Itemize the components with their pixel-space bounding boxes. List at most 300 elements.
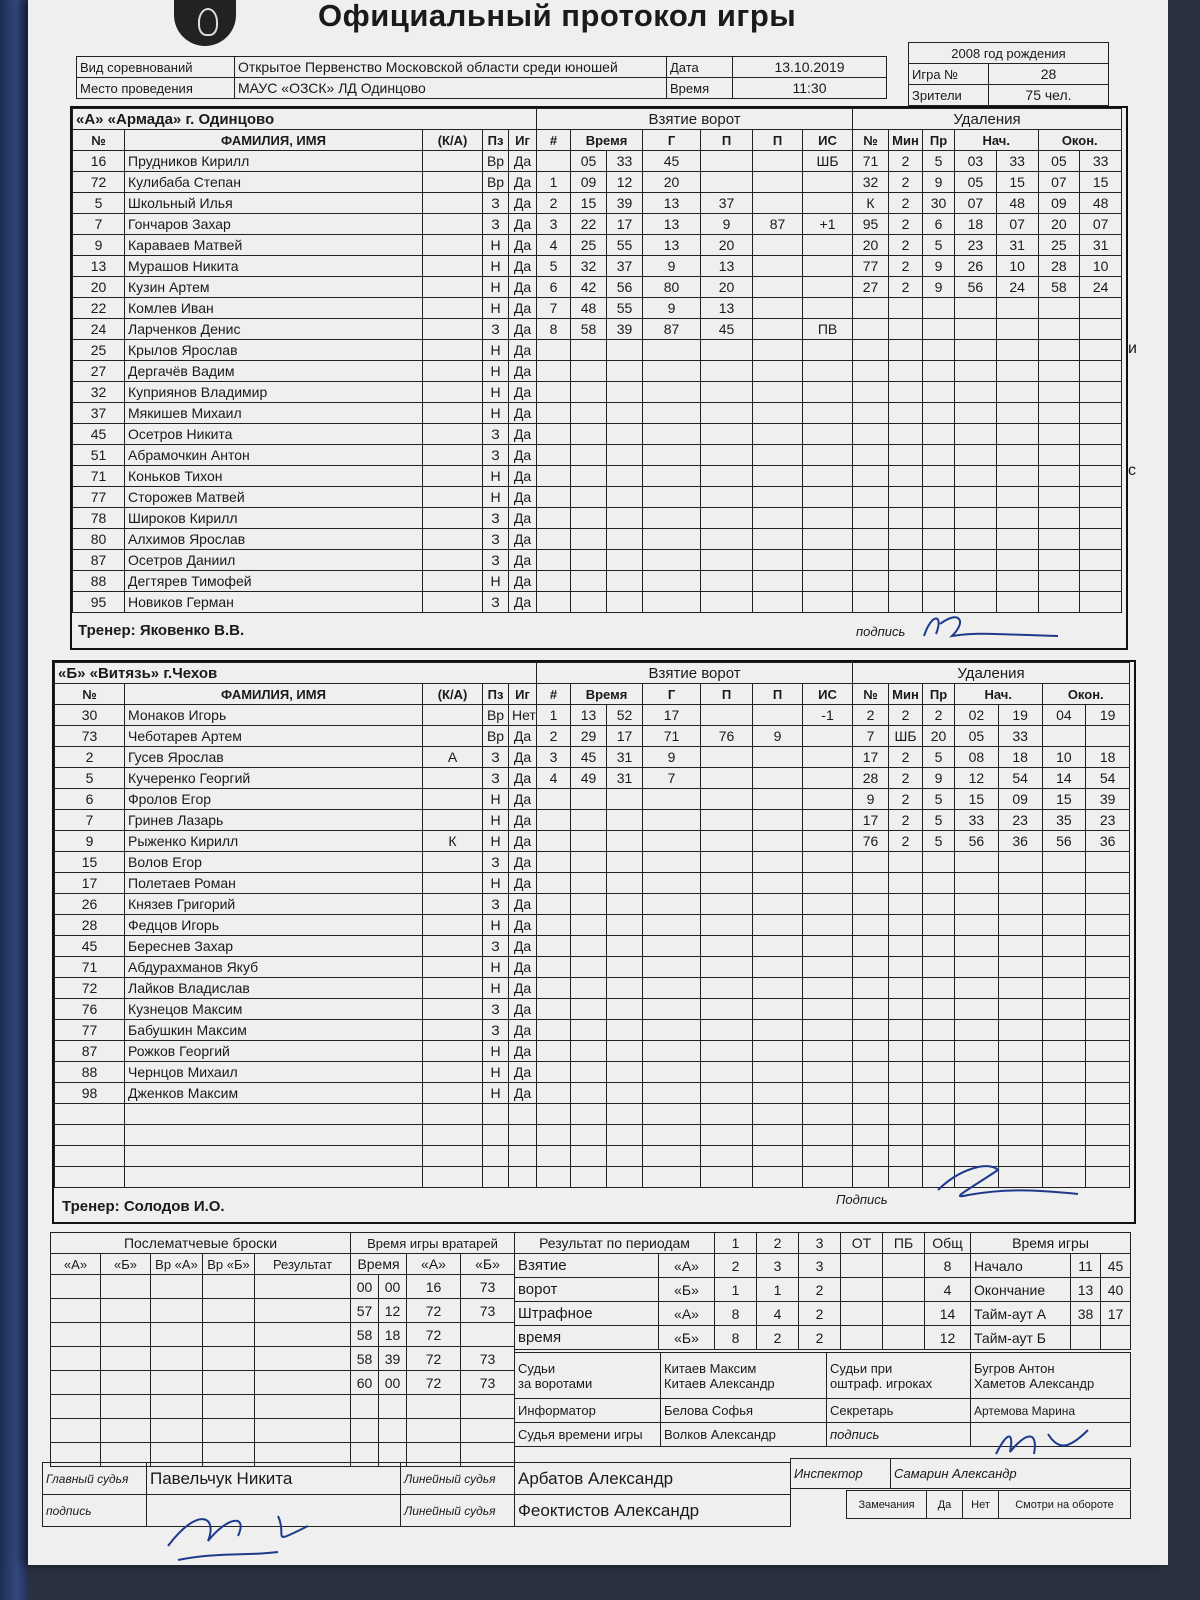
table-row	[55, 747, 537, 768]
goalie-time-table	[350, 1232, 515, 1467]
goal-row	[537, 1104, 853, 1125]
goal-row	[537, 831, 853, 852]
pen-start-sec: 18	[998, 747, 1042, 768]
player-no: 22	[73, 298, 125, 319]
gk-col-time: Время	[351, 1254, 407, 1275]
player-ka	[423, 999, 483, 1020]
goal-assist-2	[753, 747, 803, 768]
pen-end-min: 05	[1038, 151, 1080, 172]
informer: Белова Софья	[661, 1399, 827, 1423]
goal-row	[537, 256, 853, 277]
period-value: 1	[757, 1278, 799, 1302]
goal-scorer: 87	[643, 319, 701, 340]
player-ka	[423, 957, 483, 978]
pen-minutes: 2	[889, 172, 923, 193]
goal-row	[537, 1167, 853, 1188]
goal-row	[537, 319, 853, 340]
goal-row	[537, 978, 853, 999]
gk-a: 72	[407, 1347, 461, 1371]
margin-letter: с	[1128, 462, 1136, 479]
game-time-table	[970, 1232, 1131, 1350]
col-pen-no: №	[853, 130, 889, 151]
game-time-sec: 45	[1101, 1254, 1131, 1278]
pen-end-sec: 18	[1086, 747, 1130, 768]
game-time-min: 38	[1071, 1302, 1101, 1326]
pen-player: 20	[853, 235, 889, 256]
goal-sec: 31	[607, 768, 643, 789]
player-position: Н	[483, 571, 509, 592]
table-row	[55, 999, 537, 1020]
table-row	[55, 705, 537, 726]
player-played: Да	[509, 810, 537, 831]
player-position: Н	[483, 978, 509, 999]
player-played: Да	[509, 592, 537, 613]
pen-player: 28	[853, 768, 889, 789]
penalty-row	[853, 340, 1122, 361]
goal-row	[537, 768, 853, 789]
period-value	[841, 1254, 883, 1278]
goal-row	[537, 445, 853, 466]
col-ka: (К/А)	[423, 684, 483, 705]
player-name: Чернцов Михаил	[125, 1062, 423, 1083]
col-pen-start: Нач.	[955, 130, 1039, 151]
goal-min: 15	[571, 193, 607, 214]
player-no: 51	[73, 445, 125, 466]
shootout-col: «Б»	[101, 1254, 151, 1275]
pen-player: К	[853, 193, 889, 214]
inspector-label: Инспектор	[791, 1459, 891, 1489]
period-value	[841, 1302, 883, 1326]
linesman-1: Арбатов Александр	[515, 1463, 791, 1495]
player-ka	[423, 789, 483, 810]
pen-reason: 30	[923, 193, 955, 214]
player-name: Гринев Лазарь	[125, 810, 423, 831]
chief-ref-signature-icon	[158, 1496, 358, 1566]
goal-min: 42	[571, 277, 607, 298]
player-position: Н	[483, 298, 509, 319]
player-played: Да	[509, 235, 537, 256]
col-situation: ИС	[803, 130, 853, 151]
penalty-row	[853, 768, 1130, 789]
shootout-col: «А»	[51, 1254, 101, 1275]
player-ka	[423, 277, 483, 298]
period-value	[883, 1326, 925, 1350]
shootout-table	[50, 1232, 351, 1467]
goal-situation	[803, 172, 853, 193]
pen-player: 27	[853, 277, 889, 298]
pen-start-sec: 10	[996, 256, 1038, 277]
player-name: Кузин Артем	[125, 277, 423, 298]
pen-start-sec: 23	[998, 810, 1042, 831]
player-name: Кучеренко Георгий	[125, 768, 423, 789]
penalty-row	[853, 151, 1122, 172]
goal-assist-2	[753, 172, 803, 193]
goal-no: 7	[537, 298, 571, 319]
player-played: Да	[509, 1020, 537, 1041]
goal-sec: 56	[607, 277, 643, 298]
period-value	[883, 1254, 925, 1278]
player-name: Коньков Тихон	[125, 466, 423, 487]
goal-scorer: 45	[643, 151, 701, 172]
penalty-row	[853, 550, 1122, 571]
player-played: Да	[509, 193, 537, 214]
pen-end-min: 56	[1042, 831, 1086, 852]
col-situation: ИС	[803, 684, 853, 705]
roster-table	[72, 108, 537, 613]
player-name: Широков Кирилл	[125, 508, 423, 529]
penalty-row	[853, 319, 1122, 340]
pen-end-min: 28	[1038, 256, 1080, 277]
pen-reason: 9	[923, 172, 955, 193]
table-row	[55, 1083, 537, 1104]
player-ka	[423, 1020, 483, 1041]
penalty-row	[853, 445, 1122, 466]
player-no: 2	[55, 747, 125, 768]
pen-reason: 9	[923, 256, 955, 277]
game-no-label: Игра №	[909, 64, 989, 85]
goal-assist-1: 20	[701, 235, 753, 256]
player-position: Н	[483, 466, 509, 487]
penalty-row	[853, 424, 1122, 445]
player-no: 45	[55, 936, 125, 957]
pen-end-sec: 54	[1086, 768, 1130, 789]
period-team: «А»	[659, 1254, 715, 1278]
goal-sec: 17	[607, 214, 643, 235]
player-ka	[423, 726, 483, 747]
penalty-row	[853, 1104, 1130, 1125]
period-value: 2	[757, 1326, 799, 1350]
pen-reason: 20	[923, 726, 955, 747]
pen-reason: 9	[923, 768, 955, 789]
goal-no: 6	[537, 277, 571, 298]
player-no: 24	[73, 319, 125, 340]
table-row	[73, 235, 537, 256]
goal-row	[537, 151, 853, 172]
penalty-judge-2: Хаметов Александр	[974, 1375, 1095, 1391]
player-no: 45	[73, 424, 125, 445]
period-col: Общ	[925, 1233, 971, 1254]
goal-min: 05	[571, 151, 607, 172]
player-played: Да	[509, 172, 537, 193]
game-time-sec	[1101, 1326, 1131, 1350]
gk-row	[351, 1347, 515, 1371]
goal-situation	[803, 768, 853, 789]
goal-assist-1: 13	[701, 298, 753, 319]
penalty-row	[853, 172, 1122, 193]
gk-a: 72	[407, 1299, 461, 1323]
player-ka	[423, 571, 483, 592]
player-position: Н	[483, 873, 509, 894]
penalty-row	[853, 1041, 1130, 1062]
col-no: №	[73, 130, 125, 151]
goal-situation	[803, 193, 853, 214]
secretary-signature-icon	[988, 1420, 1108, 1460]
goal-min: 29	[571, 726, 607, 747]
player-ka	[423, 214, 483, 235]
col-pz: Пз	[483, 684, 509, 705]
page-title: Официальный протокол игры	[318, 0, 797, 33]
penalty-row	[853, 705, 1130, 726]
penalty-row	[853, 894, 1130, 915]
goal-scorer: 71	[643, 726, 701, 747]
pen-start-min: 23	[955, 235, 997, 256]
goal-row	[537, 936, 853, 957]
period-value	[883, 1302, 925, 1326]
game-time-label: Тайм-аут А	[971, 1302, 1071, 1326]
goal-judge-1: Китаев Максим	[664, 1360, 757, 1376]
player-name: Береснев Захар	[125, 936, 423, 957]
date-value: 13.10.2019	[733, 57, 887, 78]
player-name: Князев Григорий	[125, 894, 423, 915]
table-row	[73, 214, 537, 235]
pen-end-min: 58	[1038, 277, 1080, 298]
goal-row	[537, 1020, 853, 1041]
player-played: Да	[509, 256, 537, 277]
remarks-see-back: Смотри на обороте	[999, 1491, 1131, 1519]
player-position: З	[483, 592, 509, 613]
gk-b: 73	[461, 1347, 515, 1371]
binder-edge	[0, 0, 28, 1600]
pen-end-sec: 48	[1080, 193, 1122, 214]
table-row	[55, 768, 537, 789]
pen-end-sec: 19	[1086, 705, 1130, 726]
player-ka	[423, 403, 483, 424]
gk-min: 58	[351, 1323, 379, 1347]
period-value: 3	[799, 1254, 841, 1278]
pen-end-sec: 23	[1086, 810, 1130, 831]
goal-row	[537, 1062, 853, 1083]
goal-row	[537, 529, 853, 550]
pen-start-sec: 33	[996, 151, 1038, 172]
gk-sec: 18	[379, 1323, 407, 1347]
goal-row	[537, 403, 853, 424]
pen-start-sec: 09	[998, 789, 1042, 810]
goal-row	[537, 894, 853, 915]
player-name: Гончаров Захар	[125, 214, 423, 235]
venue-label: Место проведения	[77, 78, 235, 99]
goal-row	[537, 1146, 853, 1167]
player-played: Да	[509, 382, 537, 403]
player-name: Прудников Кирилл	[125, 151, 423, 172]
player-no: 95	[73, 592, 125, 613]
goal-row	[537, 705, 853, 726]
player-position: Вр	[483, 726, 509, 747]
penalty-row	[853, 978, 1130, 999]
period-team: «Б»	[659, 1278, 715, 1302]
col-name: ФАМИЛИЯ, ИМЯ	[125, 684, 423, 705]
goal-row	[537, 193, 853, 214]
goal-row	[537, 235, 853, 256]
player-name: Мякишев Михаил	[125, 403, 423, 424]
player-ka	[423, 915, 483, 936]
pen-end-min: 20	[1038, 214, 1080, 235]
pen-start-min: 05	[955, 726, 999, 747]
player-no: 71	[73, 466, 125, 487]
game-time-sec: 17	[1101, 1302, 1131, 1326]
penalty-row	[853, 403, 1122, 424]
period-value	[841, 1326, 883, 1350]
goal-no: 3	[537, 747, 571, 768]
venue-value: МАУС «ОЗСК» ЛД Одинцово	[235, 78, 667, 99]
period-value: 2	[715, 1254, 757, 1278]
player-played: Да	[509, 340, 537, 361]
goal-situation: ШБ	[803, 151, 853, 172]
player-ka: К	[423, 831, 483, 852]
player-played: Да	[509, 747, 537, 768]
player-no: 77	[73, 487, 125, 508]
remarks-label: Замечания	[847, 1491, 927, 1519]
player-position: Н	[483, 361, 509, 382]
penalty-row	[853, 873, 1130, 894]
player-ka	[423, 550, 483, 571]
player-played: Да	[509, 445, 537, 466]
player-no: 37	[73, 403, 125, 424]
table-row	[73, 298, 537, 319]
player-no: 87	[73, 550, 125, 571]
gk-a: 72	[407, 1371, 461, 1395]
goal-row	[537, 298, 853, 319]
goal-assist-2	[753, 298, 803, 319]
player-played: Да	[509, 466, 537, 487]
player-no: 88	[73, 571, 125, 592]
inspector-table	[790, 1458, 1131, 1489]
penalty-row	[853, 1062, 1130, 1083]
player-position: Н	[483, 235, 509, 256]
penalty-row	[853, 508, 1122, 529]
pen-start-min: 07	[955, 193, 997, 214]
goal-assist-2	[753, 151, 803, 172]
goal-min: 13	[571, 705, 607, 726]
player-played: Да	[509, 508, 537, 529]
goal-no: 4	[537, 235, 571, 256]
player-position: З	[483, 768, 509, 789]
player-ka	[423, 529, 483, 550]
player-position: Н	[483, 789, 509, 810]
period-row-label: Штрафное	[515, 1302, 659, 1326]
gk-sec: 00	[379, 1275, 407, 1299]
table-row	[55, 978, 537, 999]
player-position: З	[483, 529, 509, 550]
col-ig: Иг	[509, 130, 537, 151]
penalty-row	[853, 361, 1122, 382]
pen-end-min: 09	[1038, 193, 1080, 214]
player-ka	[423, 978, 483, 999]
player-no: 73	[55, 726, 125, 747]
player-played: Да	[509, 424, 537, 445]
goal-scorer: 9	[643, 298, 701, 319]
player-ka	[423, 705, 483, 726]
player-name: Новиков Герман	[125, 592, 423, 613]
player-position: Н	[483, 957, 509, 978]
player-played: Да	[509, 1083, 537, 1104]
player-no: 17	[55, 873, 125, 894]
period-row-label: время	[515, 1326, 659, 1350]
goal-row	[537, 915, 853, 936]
chief-ref-label: Главный судья	[43, 1463, 147, 1495]
protocol-sheet	[28, 0, 1168, 1565]
pen-start-sec: 31	[996, 235, 1038, 256]
penalty-row	[853, 957, 1130, 978]
pen-player: 76	[853, 831, 889, 852]
player-name: Комлев Иван	[125, 298, 423, 319]
player-no: 32	[73, 382, 125, 403]
penalty-row	[853, 193, 1122, 214]
player-position: З	[483, 424, 509, 445]
goal-scorer: 13	[643, 214, 701, 235]
penalty-row	[853, 1125, 1130, 1146]
table-row	[73, 508, 537, 529]
goal-assist-2: 87	[753, 214, 803, 235]
competition-type-label: Вид соревнований	[77, 57, 235, 78]
pen-start-sec: 24	[996, 277, 1038, 298]
player-no: 72	[55, 978, 125, 999]
spectators: 75 чел.	[989, 85, 1109, 106]
goal-row	[537, 508, 853, 529]
player-ka	[423, 852, 483, 873]
period-col: 1	[715, 1233, 757, 1254]
player-played: Да	[509, 831, 537, 852]
goal-assist-2	[753, 768, 803, 789]
player-no: 15	[55, 852, 125, 873]
player-ka	[423, 382, 483, 403]
goal-row	[537, 999, 853, 1020]
penalty-row	[853, 466, 1122, 487]
team-header: «А» «Армада» г. Одинцово	[73, 109, 537, 130]
goal-no: 3	[537, 214, 571, 235]
player-played: Да	[509, 957, 537, 978]
goal-assist-2	[753, 193, 803, 214]
goals-table	[536, 662, 853, 1188]
goal-assist-2: 9	[753, 726, 803, 747]
game-time-min: 11	[1071, 1254, 1101, 1278]
col-name: ФАМИЛИЯ, ИМЯ	[125, 130, 423, 151]
gk-sec: 00	[379, 1371, 407, 1395]
player-played: Да	[509, 1041, 537, 1062]
penalty-row	[853, 810, 1130, 831]
goal-scorer: 80	[643, 277, 701, 298]
penalties-table	[852, 662, 1130, 1188]
game-time-title: Время игры	[971, 1233, 1131, 1254]
player-ka	[423, 298, 483, 319]
period-value: 8	[715, 1326, 757, 1350]
remarks-table	[846, 1490, 1131, 1519]
pen-player: 71	[853, 151, 889, 172]
penalty-row	[853, 235, 1122, 256]
inspector: Самарин Александр	[891, 1459, 1131, 1489]
player-ka	[423, 894, 483, 915]
shootout-col: Вр «А»	[151, 1254, 203, 1275]
remarks-yes: Да	[927, 1491, 963, 1519]
table-row	[73, 277, 537, 298]
birth-year: 2008 год рождения	[909, 43, 1109, 64]
player-played: Да	[509, 936, 537, 957]
player-played: Да	[509, 852, 537, 873]
pen-reason: 5	[923, 747, 955, 768]
pen-minutes: 2	[889, 789, 923, 810]
pen-start-min: 18	[955, 214, 997, 235]
gk-row	[351, 1323, 515, 1347]
goal-assist-1	[701, 151, 753, 172]
goal-situation	[803, 298, 853, 319]
col-assist-2: П	[753, 684, 803, 705]
player-position: Н	[483, 1062, 509, 1083]
period-col: 2	[757, 1233, 799, 1254]
pen-player: 95	[853, 214, 889, 235]
player-position: З	[483, 894, 509, 915]
team-header: «Б» «Витязь» г.Чехов	[55, 663, 537, 684]
pen-reason: 5	[923, 235, 955, 256]
table-row	[55, 873, 537, 894]
